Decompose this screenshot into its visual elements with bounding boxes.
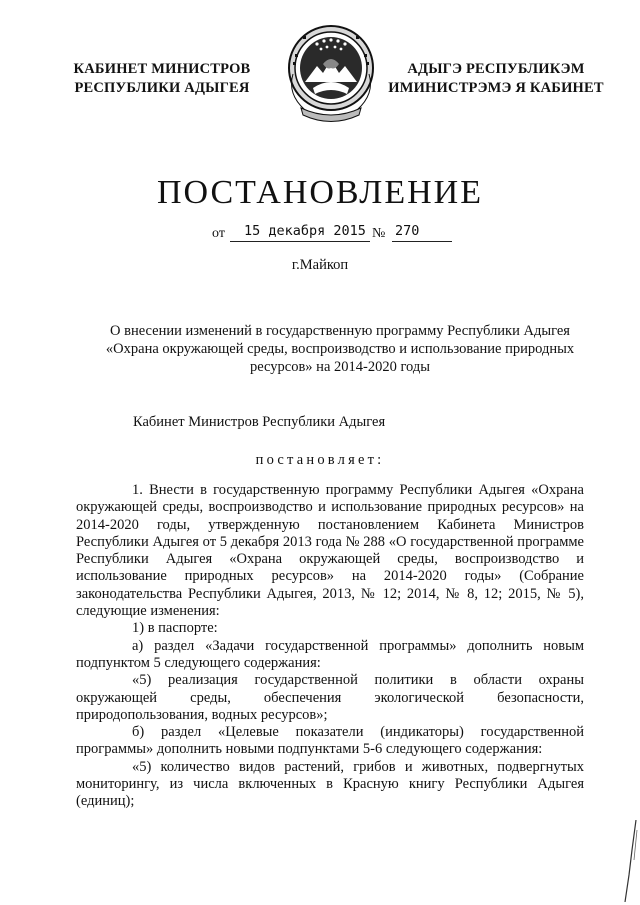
paragraph: 1) в паспорте:	[132, 620, 218, 637]
date-value: 15 декабря 2015	[244, 223, 366, 239]
issuer-name-russian	[62, 60, 262, 98]
paragraph: «5) количество видов растений, грибов и животных, подвергнутых мониторингу, из числа включенных в Красную книгу Республики Адыгея (единиц);	[76, 758, 584, 810]
decree-word: постановляет:	[255, 452, 385, 468]
subject-line-2: «Охрана окружающей среды, воспроизводство и использование природных	[105, 341, 575, 357]
city: г.Майкоп	[291, 257, 349, 273]
republic-coat-of-arms-icon	[283, 18, 379, 128]
preamble: Кабинет Министров Республики Адыгея	[133, 414, 386, 430]
paragraph: а) раздел «Задачи государственной программы» дополнить новым подпунктом 5 следующего содержания:	[76, 637, 584, 671]
issuer-line-2: РЕСПУБЛИКИ АДЫГЕЯ	[74, 80, 250, 96]
subject-line-3: ресурсов» на 2014-2020 годы	[249, 359, 430, 375]
number-underline	[392, 241, 452, 242]
subject-line-1: О внесении изменений в государственную программу Республики Адыгея	[110, 323, 570, 339]
document-subject	[92, 322, 588, 376]
date-label: от	[212, 226, 225, 241]
issuer-line-1: АДЫГЭ РЕСПУБЛИКЭМ	[407, 61, 585, 77]
issuer-name-adyghe	[384, 60, 608, 98]
issuer-line-2: ИМИНИСТРЭМЭ Я КАБИНЕТ	[388, 80, 604, 96]
paragraph: «5) реализация государственной политики в области охраны окружающей среды, обеспечения экологической безопасности, природопользования, водных ресурсов»;	[76, 672, 584, 723]
paragraph: 1. Внести в государственную программу Республики Адыгея «Охрана окружающей среды, воспроизводство и использование природных ресурсов» на 2014-2020 годы, утвержденную постановлением Кабинета Министров Республики Адыгея от 5 декабря 2013 года № 288 «О государственной программе Республики Адыгея «Охрана окружающей среды, воспроизводство и использование природных ресурсов» на 2014-2020 годы» (Собрание законодательства Республики Адыгея, 2013, № 12; 2014, № 8, 12; 2015, № 5), следующие изменения:	[76, 482, 584, 620]
scan-edge-mark	[622, 820, 638, 902]
date-underline	[230, 241, 370, 242]
number-label: №	[372, 226, 386, 241]
issuer-line-1: КАБИНЕТ МИНИСТРОВ	[73, 61, 251, 77]
document-body	[76, 482, 584, 811]
document-title: ПОСТАНОВЛЕНИЕ	[156, 174, 484, 211]
paragraph: б) раздел «Целевые показатели (индикаторы) государственной программы» дополнить новыми подпунктами 5-6 следующего содержания:	[76, 724, 584, 758]
number-value: 270	[395, 223, 420, 239]
date-number-line	[212, 218, 452, 244]
